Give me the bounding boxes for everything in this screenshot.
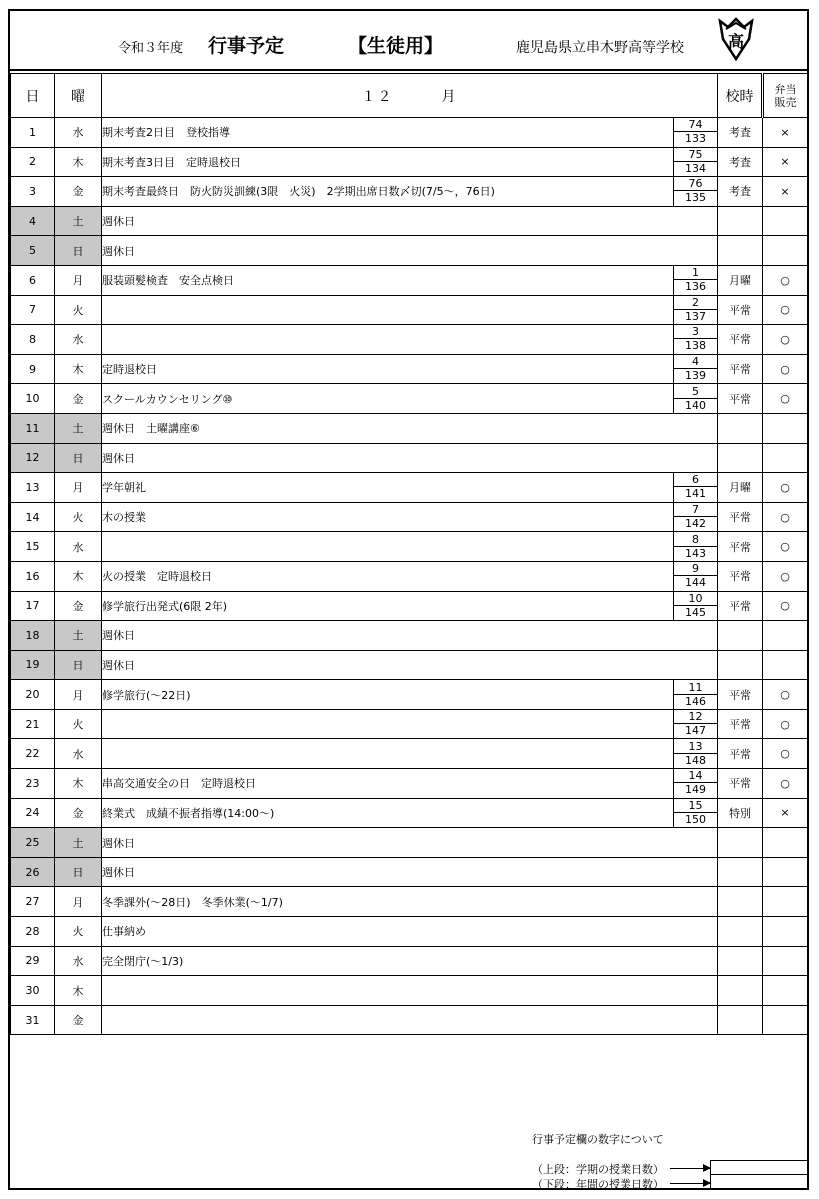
bento-cell [763, 650, 808, 680]
table-row [11, 265, 808, 295]
event-cell: 週休日 [102, 828, 718, 858]
year-count: 149 [685, 783, 706, 797]
class-day-count [674, 739, 718, 769]
year-count: 146 [685, 694, 706, 708]
schedule-cell: 平常 [718, 502, 763, 532]
table-row [11, 118, 808, 148]
col-bento [763, 74, 808, 118]
class-day-count [674, 798, 718, 828]
table-row [11, 443, 808, 473]
event-cell [102, 976, 718, 1006]
term-count: 13 [674, 741, 717, 754]
schedule-cell: 平常 [718, 325, 763, 355]
day-cell: 5 [11, 236, 55, 266]
legend-box-top [710, 1160, 807, 1161]
class-day-count [674, 502, 718, 532]
event-cell: 期末考査3日目 定時退校日 [102, 147, 674, 177]
term-count: 10 [674, 593, 717, 606]
schedule-cell: 平常 [718, 591, 763, 621]
class-day-count [674, 384, 718, 414]
table-row [11, 413, 808, 443]
class-day-count [674, 177, 718, 207]
bento-cell: ○ [763, 384, 808, 414]
term-count: 6 [674, 474, 717, 487]
schedule-sheet [8, 9, 809, 1190]
weekday-cell: 金 [55, 1005, 102, 1035]
event-cell: 週休日 土曜講座⑥ [102, 413, 718, 443]
day-cell: 8 [11, 325, 55, 355]
schedule-cell: 平常 [718, 561, 763, 591]
day-cell: 11 [11, 413, 55, 443]
day-cell: 1 [11, 118, 55, 148]
event-cell: 週休日 [102, 857, 718, 887]
day-cell: 6 [11, 265, 55, 295]
legend-upper: （上段：学期の授業日数） [532, 1163, 664, 1176]
legend-box-mid [710, 1174, 807, 1175]
calendar-table [10, 73, 808, 1035]
weekday-cell: 日 [55, 443, 102, 473]
bento-cell [763, 1005, 808, 1035]
weekday-cell: 土 [55, 621, 102, 651]
event-cell: 週休日 [102, 621, 718, 651]
year-count: 147 [685, 724, 706, 738]
table-row [11, 709, 808, 739]
table-row [11, 384, 808, 414]
event-cell: 週休日 [102, 443, 718, 473]
schedule-cell [718, 857, 763, 887]
year-count: 142 [685, 517, 706, 531]
table-row [11, 325, 808, 355]
schedule-cell: 平常 [718, 384, 763, 414]
table-row [11, 147, 808, 177]
bento-cell: ○ [763, 561, 808, 591]
table-row [11, 502, 808, 532]
class-day-count [674, 325, 718, 355]
event-cell: 冬季課外(～28日) 冬季休業(～1/7) [102, 887, 718, 917]
table-row [11, 680, 808, 710]
event-cell: 期末考査最終日 防火防災訓練(3限 火災) 2学期出席日数〆切(7/5～，76日) [102, 177, 674, 207]
event-cell: 服装頭髪検査 安全点検日 [102, 265, 674, 295]
year-count: 133 [685, 132, 706, 146]
table-row [11, 532, 808, 562]
term-count: 76 [674, 178, 717, 191]
term-count: 12 [674, 711, 717, 724]
bento-cell [763, 621, 808, 651]
bento-cell: ○ [763, 473, 808, 503]
legend-lower-arrow-icon [670, 1183, 710, 1184]
year-count: 136 [685, 280, 706, 294]
bento-cell [763, 887, 808, 917]
bento-cell: ○ [763, 325, 808, 355]
weekday-cell: 月 [55, 473, 102, 503]
bento-cell [763, 828, 808, 858]
year-count: 145 [685, 605, 706, 619]
day-cell: 24 [11, 798, 55, 828]
weekday-cell: 金 [55, 384, 102, 414]
term-count: 15 [674, 800, 717, 813]
legend-lower: （下段：年間の授業日数） [532, 1178, 664, 1191]
weekday-cell: 火 [55, 917, 102, 947]
event-cell: 仕事納め [102, 917, 718, 947]
weekday-cell: 金 [55, 798, 102, 828]
bento-cell: ○ [763, 739, 808, 769]
day-cell: 17 [11, 591, 55, 621]
col-month [102, 74, 718, 118]
event-cell: 終業式 成績不振者指導(14:00～) [102, 798, 674, 828]
day-cell: 19 [11, 650, 55, 680]
event-cell: 期末考査2日目 登校指導 [102, 118, 674, 148]
term-count: 8 [674, 534, 717, 547]
bento-cell: ○ [763, 769, 808, 799]
class-day-count [674, 769, 718, 799]
month-number: １２ [361, 88, 394, 105]
day-cell: 22 [11, 739, 55, 769]
bento-cell [763, 857, 808, 887]
bento-cell [763, 206, 808, 236]
weekday-cell: 日 [55, 650, 102, 680]
event-cell [102, 1005, 718, 1035]
weekday-cell: 水 [55, 739, 102, 769]
year-count: 135 [685, 191, 706, 205]
event-cell [102, 532, 674, 562]
year-count: 137 [685, 309, 706, 323]
class-day-count [674, 295, 718, 325]
day-cell: 14 [11, 502, 55, 532]
class-day-count [674, 118, 718, 148]
day-cell: 9 [11, 354, 55, 384]
weekday-cell: 木 [55, 769, 102, 799]
day-cell: 28 [11, 917, 55, 947]
bento-cell: ○ [763, 680, 808, 710]
term-count: 9 [674, 563, 717, 576]
col-schedule: 校時 [718, 74, 763, 118]
day-cell: 2 [11, 147, 55, 177]
schedule-cell: 月曜 [718, 473, 763, 503]
event-cell: 修学旅行(～22日) [102, 680, 674, 710]
day-cell: 25 [11, 828, 55, 858]
weekday-cell: 土 [55, 828, 102, 858]
day-cell: 27 [11, 887, 55, 917]
bento-cell: × [763, 177, 808, 207]
emblem-text: 高 [727, 32, 745, 51]
class-day-count [674, 709, 718, 739]
weekday-cell: 月 [55, 887, 102, 917]
bento-cell [763, 236, 808, 266]
bento-cell [763, 946, 808, 976]
day-cell: 4 [11, 206, 55, 236]
year-count: 141 [685, 487, 706, 501]
day-cell: 18 [11, 621, 55, 651]
weekday-cell: 水 [55, 532, 102, 562]
table-row [11, 769, 808, 799]
schedule-cell: 考査 [718, 118, 763, 148]
weekday-cell: 火 [55, 709, 102, 739]
term-count: 2 [674, 297, 717, 310]
weekday-cell: 火 [55, 295, 102, 325]
schedule-cell [718, 621, 763, 651]
weekday-cell: 木 [55, 561, 102, 591]
year-count: 140 [685, 398, 706, 412]
schedule-cell: 平常 [718, 680, 763, 710]
weekday-cell: 水 [55, 946, 102, 976]
col-dow: 曜 [55, 74, 102, 118]
schedule-cell [718, 443, 763, 473]
year-count: 150 [685, 812, 706, 826]
schedule-cell: 考査 [718, 177, 763, 207]
event-cell: 完全閉庁(～1/3) [102, 946, 718, 976]
legend-box-left [710, 1160, 711, 1188]
event-cell [102, 709, 674, 739]
day-cell: 10 [11, 384, 55, 414]
year-count: 138 [685, 339, 706, 353]
event-cell: 学年朝礼 [102, 473, 674, 503]
term-count: 4 [674, 356, 717, 369]
weekday-cell: 日 [55, 236, 102, 266]
term-count: 5 [674, 386, 717, 399]
bento-cell: ○ [763, 591, 808, 621]
weekday-cell: 金 [55, 177, 102, 207]
day-cell: 15 [11, 532, 55, 562]
table-row [11, 561, 808, 591]
schedule-cell: 平常 [718, 354, 763, 384]
term-count: 75 [674, 149, 717, 162]
event-cell: 修学旅行出発式(6限 2年) [102, 591, 674, 621]
table-row [11, 857, 808, 887]
weekday-cell: 木 [55, 147, 102, 177]
weekday-cell: 土 [55, 413, 102, 443]
table-row [11, 621, 808, 651]
event-cell [102, 739, 674, 769]
schedule-cell [718, 413, 763, 443]
schedule-cell: 平常 [718, 532, 763, 562]
bento-cell: × [763, 798, 808, 828]
day-cell: 13 [11, 473, 55, 503]
day-cell: 3 [11, 177, 55, 207]
schedule-cell [718, 946, 763, 976]
school-emblem-icon [716, 17, 756, 61]
table-row [11, 591, 808, 621]
table-row [11, 946, 808, 976]
bento-cell: ○ [763, 502, 808, 532]
header [10, 11, 807, 71]
schedule-cell [718, 828, 763, 858]
class-day-count [674, 591, 718, 621]
term-count: 14 [674, 770, 717, 783]
schedule-cell [718, 206, 763, 236]
table-row [11, 887, 808, 917]
class-day-count [674, 561, 718, 591]
year-count: 144 [685, 576, 706, 590]
table-row [11, 739, 808, 769]
schedule-cell [718, 917, 763, 947]
bento-cell: × [763, 147, 808, 177]
class-day-count [674, 473, 718, 503]
year-count: 139 [685, 369, 706, 383]
day-cell: 26 [11, 857, 55, 887]
bento-cell: ○ [763, 709, 808, 739]
bento-cell: × [763, 118, 808, 148]
day-cell: 20 [11, 680, 55, 710]
event-cell: スクールカウンセリング⑩ [102, 384, 674, 414]
bento-cell [763, 413, 808, 443]
audience-label: 【生徒用】 [348, 35, 444, 57]
schedule-cell: 平常 [718, 769, 763, 799]
weekday-cell: 金 [55, 591, 102, 621]
event-cell: 木の授業 [102, 502, 674, 532]
schedule-cell [718, 887, 763, 917]
event-cell: 火の授業 定時退校日 [102, 561, 674, 591]
schedule-cell: 月曜 [718, 265, 763, 295]
table-row [11, 206, 808, 236]
table-header-row [11, 74, 808, 118]
schedule-cell [718, 976, 763, 1006]
table-row [11, 798, 808, 828]
month-word: 月 [441, 88, 458, 105]
calendar-rows [11, 118, 808, 1035]
event-cell: 週休日 [102, 206, 718, 236]
class-day-count [674, 265, 718, 295]
class-day-count [674, 532, 718, 562]
schedule-cell: 考査 [718, 147, 763, 177]
era-label: 令和３年度 [118, 41, 184, 56]
weekday-cell: 日 [55, 857, 102, 887]
day-cell: 31 [11, 1005, 55, 1035]
schedule-cell: 平常 [718, 709, 763, 739]
bento-cell [763, 917, 808, 947]
year-count: 134 [685, 161, 706, 175]
weekday-cell: 土 [55, 206, 102, 236]
event-cell: 週休日 [102, 650, 718, 680]
col-day: 日 [11, 74, 55, 118]
term-count: 1 [674, 267, 717, 280]
schedule-cell [718, 650, 763, 680]
bento-cell [763, 976, 808, 1006]
page-title: 行事予定 [208, 35, 285, 57]
note-heading: 行事予定欄の数字について [532, 1133, 664, 1146]
table-row [11, 828, 808, 858]
table-row [11, 295, 808, 325]
year-count: 143 [685, 546, 706, 560]
event-cell: 週休日 [102, 236, 718, 266]
weekday-cell: 水 [55, 325, 102, 355]
bento-cell: ○ [763, 354, 808, 384]
col-bento-label: 弁当販売 [774, 82, 797, 109]
bento-cell: ○ [763, 532, 808, 562]
schedule-cell [718, 1005, 763, 1035]
header-divider [10, 69, 807, 71]
schedule-cell [718, 236, 763, 266]
day-cell: 21 [11, 709, 55, 739]
weekday-cell: 月 [55, 265, 102, 295]
day-cell: 12 [11, 443, 55, 473]
term-count: 74 [674, 119, 717, 132]
term-count: 11 [674, 682, 717, 695]
day-cell: 16 [11, 561, 55, 591]
event-cell: 定時退校日 [102, 354, 674, 384]
table-row [11, 473, 808, 503]
bento-cell [763, 443, 808, 473]
weekday-cell: 火 [55, 502, 102, 532]
class-day-count [674, 147, 718, 177]
table-row [11, 236, 808, 266]
school-name: 鹿児島県立串木野高等学校 [516, 40, 684, 56]
weekday-cell: 木 [55, 976, 102, 1006]
term-count: 3 [674, 326, 717, 339]
class-day-count [674, 354, 718, 384]
event-cell: 串高交通安全の日 定時退校日 [102, 769, 674, 799]
day-cell: 29 [11, 946, 55, 976]
table-row [11, 650, 808, 680]
bento-cell: ○ [763, 295, 808, 325]
event-cell [102, 325, 674, 355]
term-count: 7 [674, 504, 717, 517]
table-row [11, 1005, 808, 1035]
table-row [11, 917, 808, 947]
event-cell [102, 295, 674, 325]
bento-cell: ○ [763, 265, 808, 295]
weekday-cell: 木 [55, 354, 102, 384]
schedule-cell: 平常 [718, 739, 763, 769]
day-cell: 23 [11, 769, 55, 799]
table-row [11, 177, 808, 207]
class-day-count [674, 680, 718, 710]
day-cell: 30 [11, 976, 55, 1006]
table-row [11, 354, 808, 384]
day-cell: 7 [11, 295, 55, 325]
weekday-cell: 水 [55, 118, 102, 148]
year-count: 148 [685, 753, 706, 767]
schedule-cell: 平常 [718, 295, 763, 325]
table-row [11, 976, 808, 1006]
weekday-cell: 月 [55, 680, 102, 710]
schedule-cell: 特別 [718, 798, 763, 828]
legend-upper-arrow-icon [670, 1168, 710, 1169]
